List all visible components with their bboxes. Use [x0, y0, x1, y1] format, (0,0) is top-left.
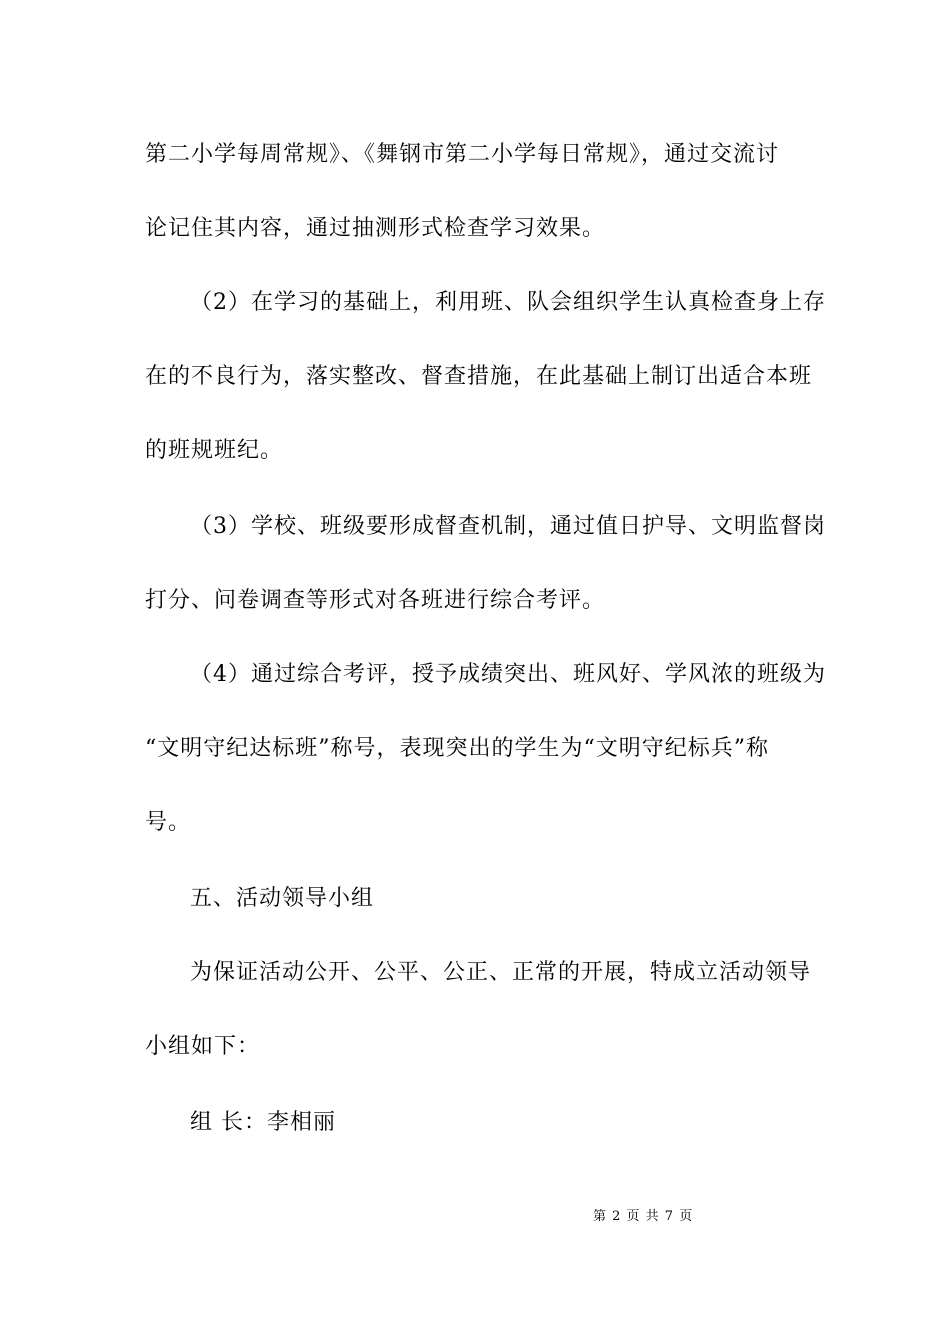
paragraph-line: “文明守纪达标班”称号，表现突出的学生为“文明守纪标兵”称 [145, 736, 769, 761]
paragraph-line: （3）学校、班级要形成督查机制，通过值日护导、文明监督岗 [190, 514, 826, 539]
paragraph-line: （2）在学习的基础上，利用班、队会组织学生认真检查身上存 [190, 290, 826, 315]
paragraph-line: 论记住其内容，通过抽测形式检查学习效果。 [145, 216, 606, 241]
paragraph-line: 在的不良行为，落实整改、督查措施，在此基础上制订出适合本班 [145, 364, 813, 389]
page-footer: 第 2 页 共 7 页 [593, 1209, 694, 1224]
paragraph-line: 小组如下： [145, 1034, 261, 1059]
paragraph-line: 号。 [145, 810, 192, 835]
paragraph-line: 为保证活动公开、公平、公正、正常的开展，特成立活动领导 [190, 960, 812, 985]
paragraph-line: 组 长：李相丽 [190, 1110, 336, 1135]
section-heading: 五、活动领导小组 [190, 886, 375, 911]
paragraph-line: 第二小学每周常规》、《舞钢市第二小学每日常规》，通过交流讨 [145, 142, 780, 167]
paragraph-line: 打分、问卷调查等形式对各班进行综合考评。 [145, 588, 606, 613]
paragraph-line: 的班规班纪。 [145, 438, 284, 463]
paragraph-line: （4）通过综合考评，授予成绩突出、班风好、学风浓的班级为 [190, 662, 826, 687]
